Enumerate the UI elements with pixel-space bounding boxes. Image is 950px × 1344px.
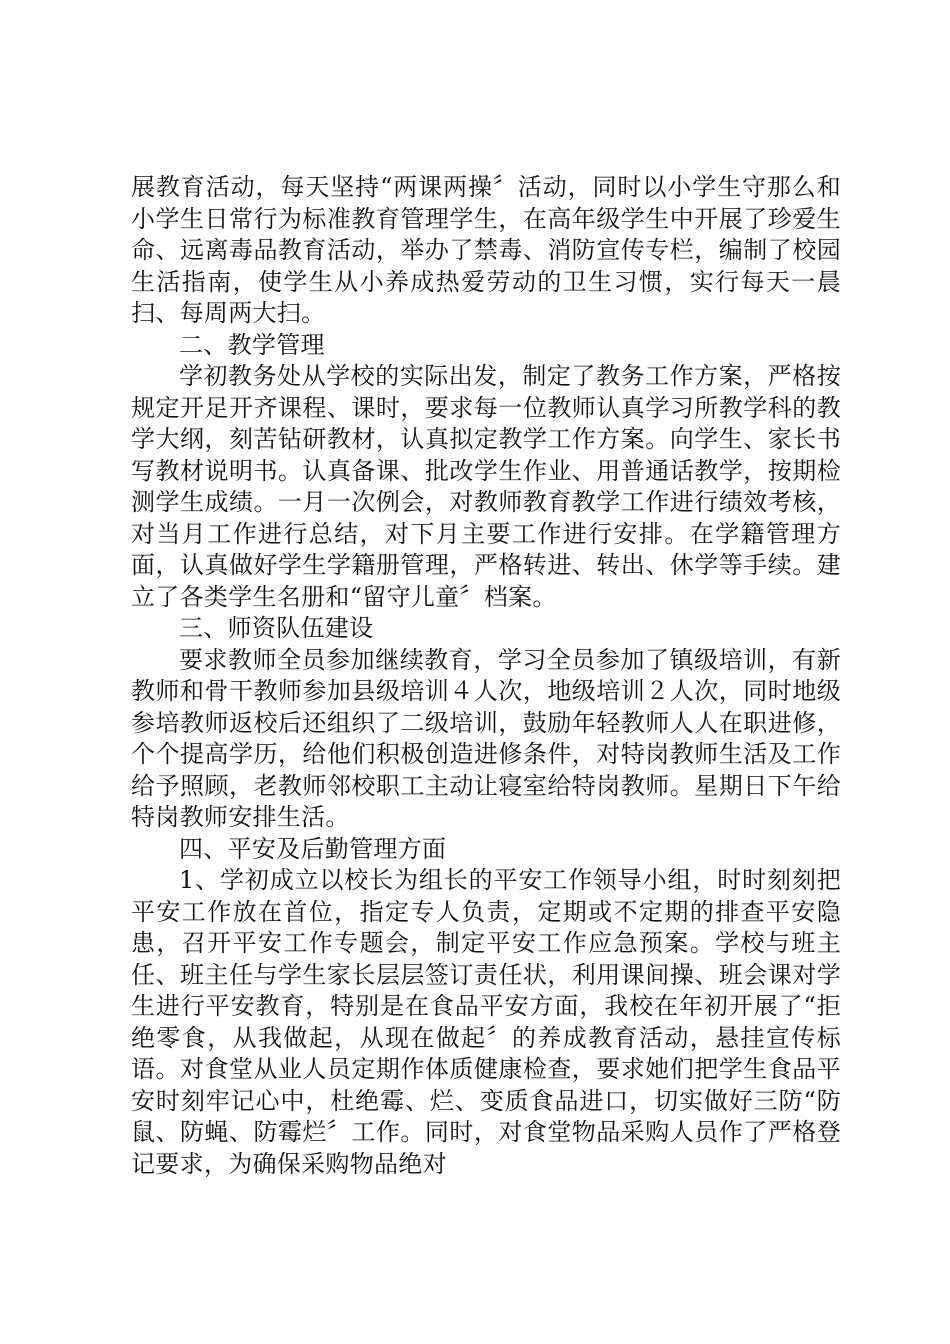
section-heading-safety-logistics: 四、平安及后勤管理方面 — [179, 834, 447, 863]
paragraph-teaching-management: 学初教务处从学校的实际出发，制定了教务工作方案，严格按规定开足开齐课程、课时，要求每一位教师认真学习所教学科的教学大纲，刻苦钻研教材，认真拟定教学工作方案。向学生、家长书写教材说明书。认真备课、批改学生作业、用普通话教学，按期检测学生成绩。一月一次例会，对教师教育教学工作进行绩效考核，对当月工作进行总结，对下月主要工作进行安排。在学籍管理方面，认真做好学生学籍册管理，严格转进、转出、休学等手续。建立了各类学生名册和“留守儿童〞档案。 — [131, 362, 841, 611]
paragraph-intro-continuation: 展教育活动，每天坚持“两课两操〞活动，同时以小学生守那么和小学生日常行为标准教育管理学生，在高年级学生中开展了珍爱生命、远离毒品教育活动，举办了禁毒、消防宣传专栏，编制了校园生活指南，使学生从小养成热爱劳动的卫生习惯，实行每天一晨扫、每周两大扫。 — [131, 173, 841, 327]
paragraph-teacher-team: 要求教师全员参加继续教育，学习全员参加了镇级培训，有新教师和骨干教师参加县级培训４人次，地级培训２人次，同时地级参培教师返校后还组织了二级培训，鼓励年轻教师人人在职进修，个个提高学历，给他们积极创造进修条件，对特岗教师生活及工作给予照顾，老教师邻校职工主动让寝室给特岗教师。星期日下午给特岗教师安排生活。 — [131, 645, 841, 831]
section-heading-teacher-team: 三、师资队伍建设 — [179, 614, 374, 642]
paragraph-safety-logistics: 1、学初成立以校长为组长的平安工作领导小组，时时刻刻把平安工作放在首位，指定专人负责，定期或不定期的排查平安隐患，召开平安工作专题会，制定平安工作应急预案。学校与班主任、班主任与学生家长层层签订责任状，利用课间操、班会课对学生进行平安教育，特别是在食品平安方面，我校在年初开展了“拒绝零食，从我做起，从现在做起〞的养成教育活动，悬挂宣传标语。对食堂从业人员定期作体质健康检查，要求她们把学生食品平安时刻牢记心中，杜绝霉、烂、变质食品进口，切实做好三防“防鼠、防蝇、防霉烂〞工作。同时，对食堂物品采购人员作了严格登记要求，为确保采购物品绝对 — [131, 866, 841, 1178]
section-heading-teaching-management: 二、教学管理 — [179, 330, 325, 359]
document-body — [131, 172, 841, 1180]
